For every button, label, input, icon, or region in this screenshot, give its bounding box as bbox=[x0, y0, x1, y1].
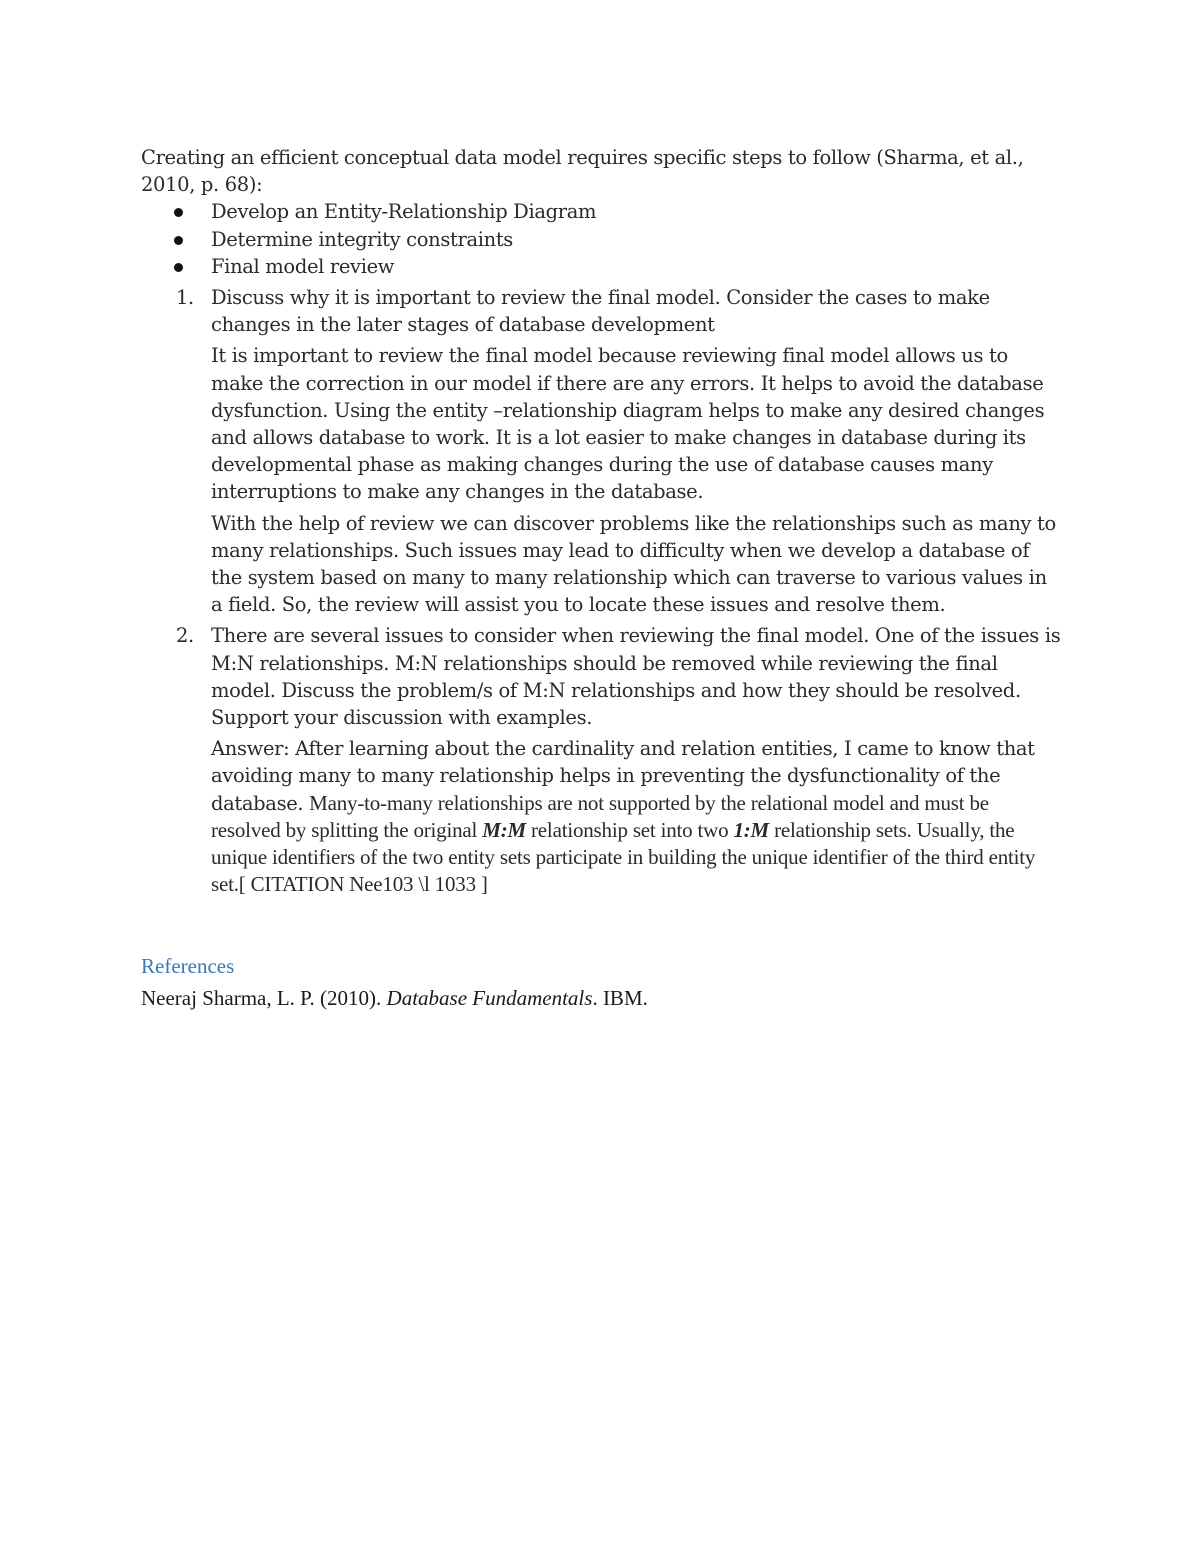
reference-entry bbox=[141, 985, 1061, 1012]
answer-intro: Answer: After learning about the cardinality and relation entities, I came to know that avoiding many to many relationship helps in preventing the dysfunctionality of the database. bbox=[211, 737, 1035, 815]
bullet-text: Determine integrity constraints bbox=[211, 227, 513, 251]
bullet-item bbox=[141, 198, 1061, 225]
question-number: 2. bbox=[176, 624, 194, 648]
document-page bbox=[141, 144, 1061, 1012]
question-text: Discuss why it is important to review the final model. Consider the cases to make changes in the later stages of database development bbox=[211, 286, 990, 337]
answer-paragraph: It is important to review the final model because reviewing final model allows us to make the correction in our model if there are any errors. It helps to avoid the database dysfunction. Using the entity –relationship diagram helps to make any desired changes and allows database to work. It is a lot easier to make changes in database during its developmental phase as making changes during the use of database causes many interruptions to make any changes in the database. bbox=[211, 344, 1045, 504]
citation-field: [ CITATION Nee103 \l 1033 ] bbox=[238, 872, 488, 897]
answer-bold-term: M:M bbox=[482, 817, 526, 842]
bullet-text: Develop an Entity-Relationship Diagram bbox=[211, 200, 597, 224]
reference-title: Database Fundamentals bbox=[386, 985, 593, 1010]
bullet-icon bbox=[174, 236, 183, 245]
answer-quoted-text bbox=[211, 791, 1035, 897]
answer-bold-term: 1:M bbox=[733, 817, 770, 842]
answer-paragraph bbox=[211, 735, 1061, 898]
references-heading: References bbox=[141, 954, 235, 979]
intro-paragraph: Creating an efficient conceptual data model requires specific steps to follow (Sharma, et al., 2010, p. 68): bbox=[141, 146, 1024, 197]
question-text: There are several issues to consider when reviewing the final model. One of the issues is M:N relationships. M:N relationships should be removed while reviewing the final model. Discuss the problem/s of M:N relationships and how they should be resolved. Support your discussion with examples. bbox=[211, 624, 1061, 730]
bullet-item bbox=[141, 226, 1061, 253]
question-item-1 bbox=[141, 284, 1061, 618]
answer-paragraph: With the help of review we can discover problems like the relationships such as many to many relationships. Such issues may lead to difficulty when we develop a database of the system based on many to many relationship which can traverse to various values in a field. So, the review will assist you to locate these issues and resolve them. bbox=[211, 511, 1056, 617]
answer-text-part: relationship set into two bbox=[525, 817, 734, 842]
answer-text-part: Many-to-many relationships are not supported by the relational model and must be resolved by splitting the original bbox=[211, 790, 989, 842]
bullet-icon bbox=[174, 263, 183, 272]
bullet-item bbox=[141, 253, 1061, 280]
reference-author: Neeraj Sharma, L. P. (2010). bbox=[141, 985, 387, 1010]
question-item-2 bbox=[141, 622, 1061, 898]
bullet-text: Final model review bbox=[211, 254, 395, 278]
answer-text-part: relationship sets. Usually, the unique identifiers of the two entity sets participate in building the unique identifier of the third entity set. bbox=[211, 817, 1036, 897]
question-number: 1. bbox=[176, 286, 194, 310]
steps-bullet-list bbox=[141, 198, 1061, 280]
bullet-icon bbox=[174, 208, 183, 217]
questions-numbered-list bbox=[141, 284, 1061, 898]
reference-publisher: . IBM. bbox=[592, 985, 648, 1010]
